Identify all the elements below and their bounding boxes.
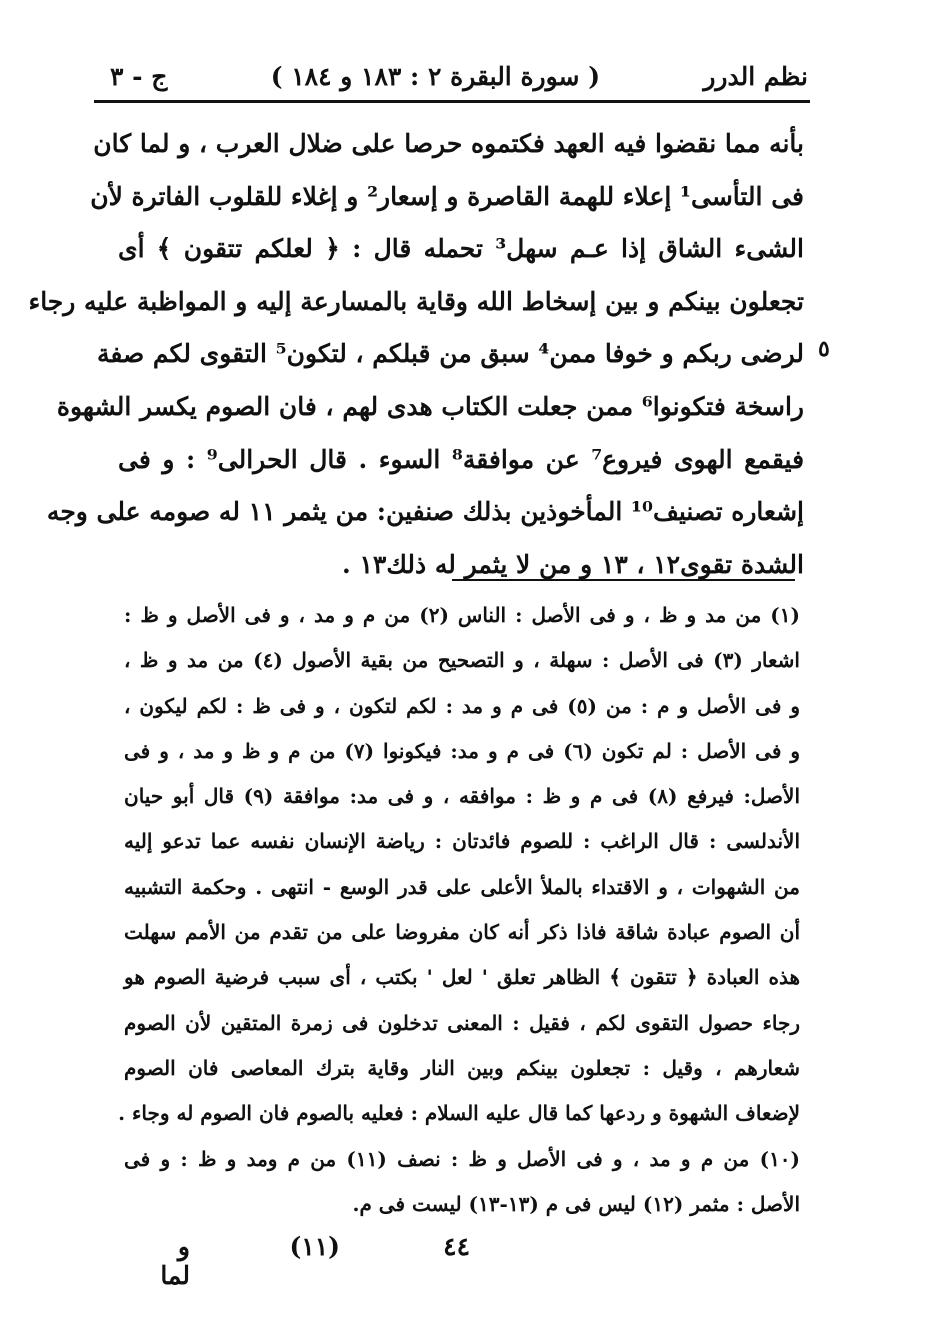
footnote-line: (١٠) من م و مد ، و فى الأصل و ظ : نصف (١١) من م ومد و ظ : و فى [124,1146,801,1171]
surah-reference: ( سورة البقرة ٢ : ١٨٣ و ١٨٤ ) [270,61,601,91]
main-text-line: تجعلون بينكم و بين إسخاط الله وقاية بالمسارعة إليه و المواظبة عليه رجاء [28,286,804,316]
footnote-line: الأصل: فيرفع (٨) فى م و ظ : موافقه ، و فى مد: موافقة (٩) قال أبو حيان [124,784,800,809]
main-text-line: إشعاره تصنيف¹⁰ المأخوذين بذلك صنفين: من يثمر ١١ له صومه على وجه [46,497,804,527]
header-rule [94,100,810,103]
footnote-line: هذه العبادة ﴿ تتقون ﴾ الظاهر تعلق ' لعل ' بكتب ، أى سبب فرضية الصوم هو [124,965,800,990]
main-text-line: فيقمع الهوى فيروع⁷ عن موافقة⁸ السوء . قال الحرالى⁹ : و فى [118,444,805,474]
volume-label: ج - ٣ [110,61,168,91]
footnote-line: و فى الأصل : لم تكون (٦) فى م و مد: فيكونوا (٧) من م و ظ و مد ، و فى [124,738,801,763]
main-text-line: فى التأسى¹ إعلاء للهمة القاصرة و إسعار² و إغلاء للقلوب الفاترة لأن [90,181,804,211]
main-text-line: راسخة فتكونوا⁶ ممن جعلت الكتاب هدى لهم ، فان الصوم يكسر الشهوة [56,391,804,421]
footnote-line: اشعار (٣) فى الأصل : سهلة ، و التصحيح من بقية الأصول (٤) من مد و ظ ، [124,648,800,673]
main-text-line: الشدة تقوى١٢ ، ١٣ و من لا يثمر له ذلك١٣ . [342,549,804,579]
page-footer [150,1232,600,1290]
footnote-line: لإضعاف الشهوة و ردعها كما قال عليه السلام : فعليه بالصوم فان الصوم له وجاء . [118,1101,800,1126]
footnote-line: رجاء حصول التقوى لكم ، فقيل : المعنى تدخلون فى زمرة المتقين لأن الصوم [124,1010,800,1035]
main-text-line: بأنه مما نقضوا فيه العهد فكتموه حرصا على ضلال العرب ، و لما كان [93,129,804,158]
footnote-line: الأندلسى : قال الراغب : للصوم فائدتان : رياضة الإنسان نفسه عما تدعو إليه [124,829,800,854]
footnote-line: من الشهوات ، و الاقتداء بالملأ الأعلى على قدر الوسع - انتهى . وحكمة التشبيه [124,874,800,899]
manuscript-page-number: (١١) [289,1232,340,1261]
footnote-line: شعارهم ، وقيل : تجعلون بينكم وبين النار وقاية بترك المعاصى فان الصوم [124,1055,800,1080]
book-title: نظم الدرر [703,61,808,91]
footnote-line: (١) من مد و ظ ، و فى الأصل : الناس (٢) من م و مد ، و فى الأصل و ظ : [124,603,800,627]
running-header [110,58,808,94]
footnote-line: و فى الأصل و م : من (٥) فى م و مد : لكم لتكون ، و فى ظ : لكم ليكون ، [124,693,801,718]
main-text [28,118,805,591]
footnote-rule [452,579,795,581]
footnote-line: أن الصوم عبادة شاقة فاذا ذكر أنه كان مفروضا على من تقدم من الأمم سهلت [124,920,800,945]
main-text-line: لرضى ربكم و خوفا ممن⁴ سبق من قبلكم ، لتكون⁵ التقوى لكم صفة [96,339,804,369]
footnotes [118,593,801,1227]
margin-mark: ٥ [818,336,830,362]
main-text-line: الشىء الشاق إذا عـم سهل³ تحمله قال : ﴿ لعلكم تتقون ﴾ أى [118,234,804,264]
catchword: و لما [160,1232,190,1290]
page-number: ٤٤ [443,1232,470,1261]
footnote-line: الأصل : مثمر (١٢) ليس فى م (١٣-١٣) ليست فى م. [352,1191,800,1216]
